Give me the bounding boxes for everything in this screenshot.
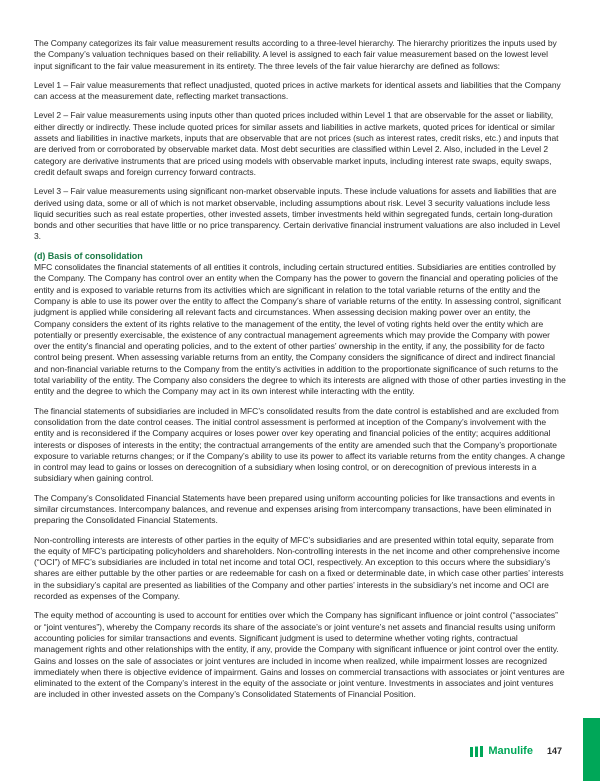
- brand-color-strip: [583, 718, 600, 781]
- section-heading-basis-of-consolidation: (d) Basis of consolidation: [34, 250, 143, 261]
- paragraph-consolidation-control: MFC consolidates the financial statements of all entities it controls, including certain structured entities. Subsidiaries are entities controlled by the Company. The Company has control over an entity when the Company has the power to govern the financial and operating policies of the entity and is exposed to variable returns from its activities which are significant in relation to the total variable returns of the entity and the Company is able to use its power over the entity to affect the Company’s share of variable returns of the entity. In assessing control, significant judgment is applied while considering all relevant facts and circumstances. When assessing decision making power over an entity, the Company considers the extent of its rights relative to the management of the entity, the level of voting rights held over the entity which are potentially or presently exercisable, the existence of any contractual management agreements which may provide the Company with power over the entity’s financial and operating policies, and to the extent of other parties’ ownership in the entity, if any, the possibility for de facto control being present. When assessing variable returns from an entity, the Company considers the significance of direct and indirect financial and non-financial variable returns to the Company from the entity’s activities in addition to the proportionate significance of such returns to the total variability of the entity. The Company also considers the degree to which its interests are aligned with those of other parties investing in the entity and the degree to which the Company may act in its own interest while interacting with the entity.: [34, 262, 566, 397]
- paragraph-equity-method: The equity method of accounting is used to account for entities over which the Company has significant influence or joint control (“associates” or “joint ventures”), whereby the Company records its share of the associate’s or joint venture’s net assets and financial results using uniform accounting policies for similar transactions and events. Significant judgment is used to determine whether voting rights, contractual management rights and other relationships with the entity, if any, provide the Company with significant influence or joint control over the entity. Gains and losses on the sale of associates or joint ventures are included in income when realized, while impairment losses are recognized immediately when there is objective evidence of impairment. Gains and losses on commercial transactions with associates or joint ventures are eliminated to the extent of the Company’s interest in the equity of the associate or joint venture. Investments in associates and joint ventures are included in other invested assets on the Company’s Consolidated Statements of Financial Position.: [34, 610, 565, 700]
- logo-text: Manulife: [488, 745, 533, 757]
- manulife-logo-icon: [470, 746, 484, 757]
- page-footer: [470, 743, 562, 759]
- document-body: [34, 38, 566, 709]
- paragraph-level-2: Level 2 – Fair value measurements using inputs other than quoted prices included within Level 1 that are observable for the asset or liability, either directly or indirectly. These include quoted prices for similar assets and liabilities in active markets, quoted prices for identical or similar assets and liabilities in inactive markets, inputs that are observable that are not prices (such as interest rates, credit risks, etc.) and inputs that are derived from or corroborated by observable market data. Most debt securities are classified within Level 2. Also, included in the Level 2 category are derivative instruments that are priced using models with observable market inputs, including interest rate swaps, equity swaps, credit default swaps and foreign currency forward contracts.: [34, 110, 559, 177]
- paragraph-subsidiaries: The financial statements of subsidiaries are included in MFC’s consolidated results from the date control is established and are excluded from consolidation from the date control ceases. The initial control assessment is performed at inception of the Company’s involvement with the entity and is reconsidered if the Company acquires or loses power over key operating and financial policies of the entity; acquires additional interests or disposes of interests in the entity; the contractual arrangements of the entity are amended such that the Company’s proportionate exposure to variable returns changes; or if the Company’s ability to use its power to affect its variable returns from the entity changes. A change in control may lead to gains or losses on derecognition of a subsidiary when losing control, or on derecognition of previous interests in a subsidiary when gaining control.: [34, 405, 565, 484]
- paragraph-non-controlling-interests: Non-controlling interests are interests of other parties in the equity of MFC’s subsidiaries and are presented within total equity, separate from the equity of MFC’s participating policyholders and shareholders. Non-controlling interests in the net income and other comprehensive income (“OCI”) of MFC’s subsidiaries are included in total net income and total OCI, respectively. An exception to this occurs where the subsidiary’s shares are either puttable by the other parties or are redeemable for cash on a fixed or determinable date, in which case other parties’ interests in the subsidiary’s capital are presented as liabilities of the Company and other parties’ interests in the subsidiary’s net income and OCI are recorded as expenses of the Company.: [34, 534, 564, 602]
- paragraph-fair-value-hierarchy: The Company categorizes its fair value measurement results according to a three-level hierarchy. The hierarchy prioritizes the inputs used by the Company’s valuation techniques based on their reliability. A level is assigned to each fair value measurement based on the lowest level input significant to the fair value measurement in its entirety. The three levels of the fair value hierarchy are defined as follows:: [34, 38, 557, 71]
- paragraph-level-1: Level 1 – Fair value measurements that reflect unadjusted, quoted prices in active markets for identical assets and liabilities that the Company can access at the measurement date, reflecting market transactions.: [34, 79, 561, 102]
- page-number: 147: [546, 746, 562, 756]
- paragraph-uniform-policies: The Company’s Consolidated Financial Statements have been prepared using uniform accounting policies for like transactions and events in similar circumstances. Intercompany balances, and revenue and expenses arising from intercompany transactions, have been eliminated in preparing the Consolidated Financial Statements.: [34, 492, 555, 526]
- paragraph-level-3: Level 3 – Fair value measurements using significant non-market observable inputs. These include valuations for assets and liabilities that are derived using data, some or all of which is not market observable, including assumptions about risk. Level 3 security valuations include less liquid securities such as real estate properties, other invested assets, timber investments held within segregated funds, certain long-duration bonds and other securities that have little or no price transparency. Certain derivative financial instrument valuations are also included in Level 3.: [34, 186, 560, 242]
- manulife-logo: [470, 745, 533, 757]
